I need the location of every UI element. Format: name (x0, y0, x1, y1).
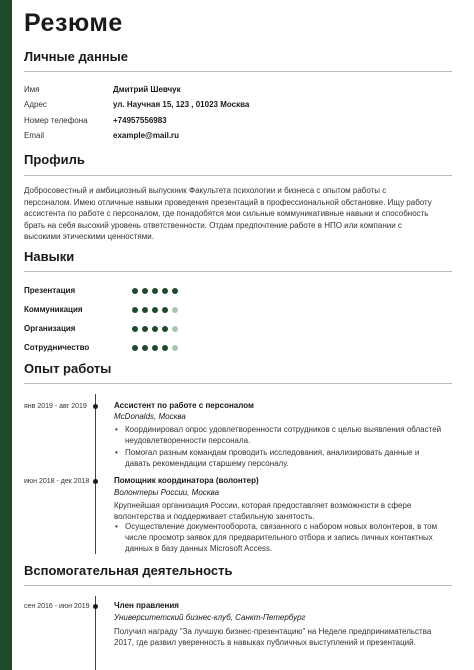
rating-dot-filled (142, 307, 148, 313)
extra-heading: Вспомогательная деятельность (24, 563, 233, 578)
rating-dot-filled (162, 307, 168, 313)
personal-label-email: Email (24, 131, 45, 140)
activity-title: Член правления (114, 601, 179, 610)
skill-name: Сотрудничество (24, 343, 90, 352)
rating-dot-filled (162, 288, 168, 294)
personal-heading: Личные данные (24, 49, 128, 64)
activity-dates: сен 2016 - июн 2019 (24, 603, 90, 610)
skill-rating (132, 288, 178, 294)
job-employer: McDonalds, Москва (114, 412, 186, 421)
experience-heading: Опыт работы (24, 361, 112, 376)
rating-dot-filled (142, 345, 148, 351)
activity-org: Университетский бизнес-клуб, Санкт-Петербург (114, 613, 306, 622)
job-title: Ассистент по работе с персоналом (114, 401, 254, 410)
skill-name: Коммуникация (24, 305, 83, 314)
rating-dot-filled (152, 326, 158, 332)
divider (24, 175, 452, 176)
personal-value-name: Дмитрий Шевчук (113, 85, 181, 94)
bullet-icon: • (115, 448, 118, 457)
rating-dot-filled (132, 345, 138, 351)
job-title: Помощник координатора (волонтер) (114, 476, 259, 485)
profile-heading: Профиль (24, 152, 85, 167)
skill-rating (132, 307, 178, 313)
job-dates: янв 2019 - авг 2019 (24, 403, 87, 410)
rating-dot-filled (172, 288, 178, 294)
personal-label-address: Адрес (24, 100, 47, 109)
skills-heading: Навыки (24, 249, 75, 264)
personal-label-phone: Номер телефона (24, 116, 88, 125)
rating-dot-empty (172, 326, 178, 332)
job-employer: Волонтеры России, Москва (114, 488, 220, 497)
timeline-dot (93, 604, 98, 609)
job-bullet: • Помогал разным командам проводить исследования, анализировать данные и давать рекомендации старшему персоналу. (115, 448, 420, 468)
personal-value-address: ул. Научная 15, 123 , 01023 Москва (113, 100, 250, 109)
personal-value-email: example@mail.ru (113, 131, 180, 140)
divider (24, 271, 452, 272)
bullet-icon: • (115, 522, 118, 531)
rating-dot-filled (152, 288, 158, 294)
rating-dot-filled (162, 345, 168, 351)
skill-rating (132, 326, 178, 332)
divider (24, 383, 452, 384)
activity-description: Получил награду "За лучшую бизнес-презентацию" на Неделе предпринимательства 2017, где развил уверенность в навыках публичных выступлений и презентаций. (114, 627, 432, 647)
page-title: Резюме (24, 9, 123, 37)
timeline-dot (93, 404, 98, 409)
skill-name: Презентация (24, 286, 76, 295)
timeline-dot (93, 479, 98, 484)
job-description: Крупнейшая организация России, которая предоставляет возможности в сфере волонтерства и поддерживает стабильную занятость. (114, 501, 412, 521)
personal-label-name: Имя (24, 85, 40, 94)
rating-dot-filled (152, 307, 158, 313)
timeline-line (95, 394, 96, 554)
job-dates: июн 2018 - дек 2018 (24, 478, 90, 485)
skill-rating (132, 345, 178, 351)
rating-dot-filled (132, 307, 138, 313)
skill-name: Организация (24, 324, 76, 333)
personal-value-phone: +74957556983 (113, 116, 167, 125)
rating-dot-filled (132, 288, 138, 294)
rating-dot-filled (162, 326, 168, 332)
rating-dot-filled (142, 326, 148, 332)
rating-dot-filled (132, 326, 138, 332)
rating-dot-filled (152, 345, 158, 351)
rating-dot-empty (172, 307, 178, 313)
rating-dot-empty (172, 345, 178, 351)
side-accent-bar (0, 0, 12, 670)
profile-text: Добросовестный и амбициозный выпускник Факультета психологии и бизнеса с опытом работы с персоналом. Имею отличные навыки проведения презентаций в профессиональной обстановке. Ищу работу ассистента по работе с персоналом, где понадобятся мои сильные коммуникативные навыки и способность брать на себя высокий уровень ответственности. Отдам предпочтение работе в НПО или компании с высокими этическими ценностями. (24, 186, 432, 241)
bullet-icon: • (115, 425, 118, 434)
divider (24, 585, 452, 586)
rating-dot-filled (142, 288, 148, 294)
job-bullet: • Осуществление документооборота, связанного с набором новых волонтеров, в том числе просмотр заявок для предварительного отбора и запись личных контактных данных в базу данных Microsoft Access. (115, 522, 438, 553)
job-bullet: • Координировал опрос удовлетворенности сотрудников с целью выявления областей неудовлетворенности персонала. (115, 425, 442, 445)
divider (24, 71, 452, 72)
